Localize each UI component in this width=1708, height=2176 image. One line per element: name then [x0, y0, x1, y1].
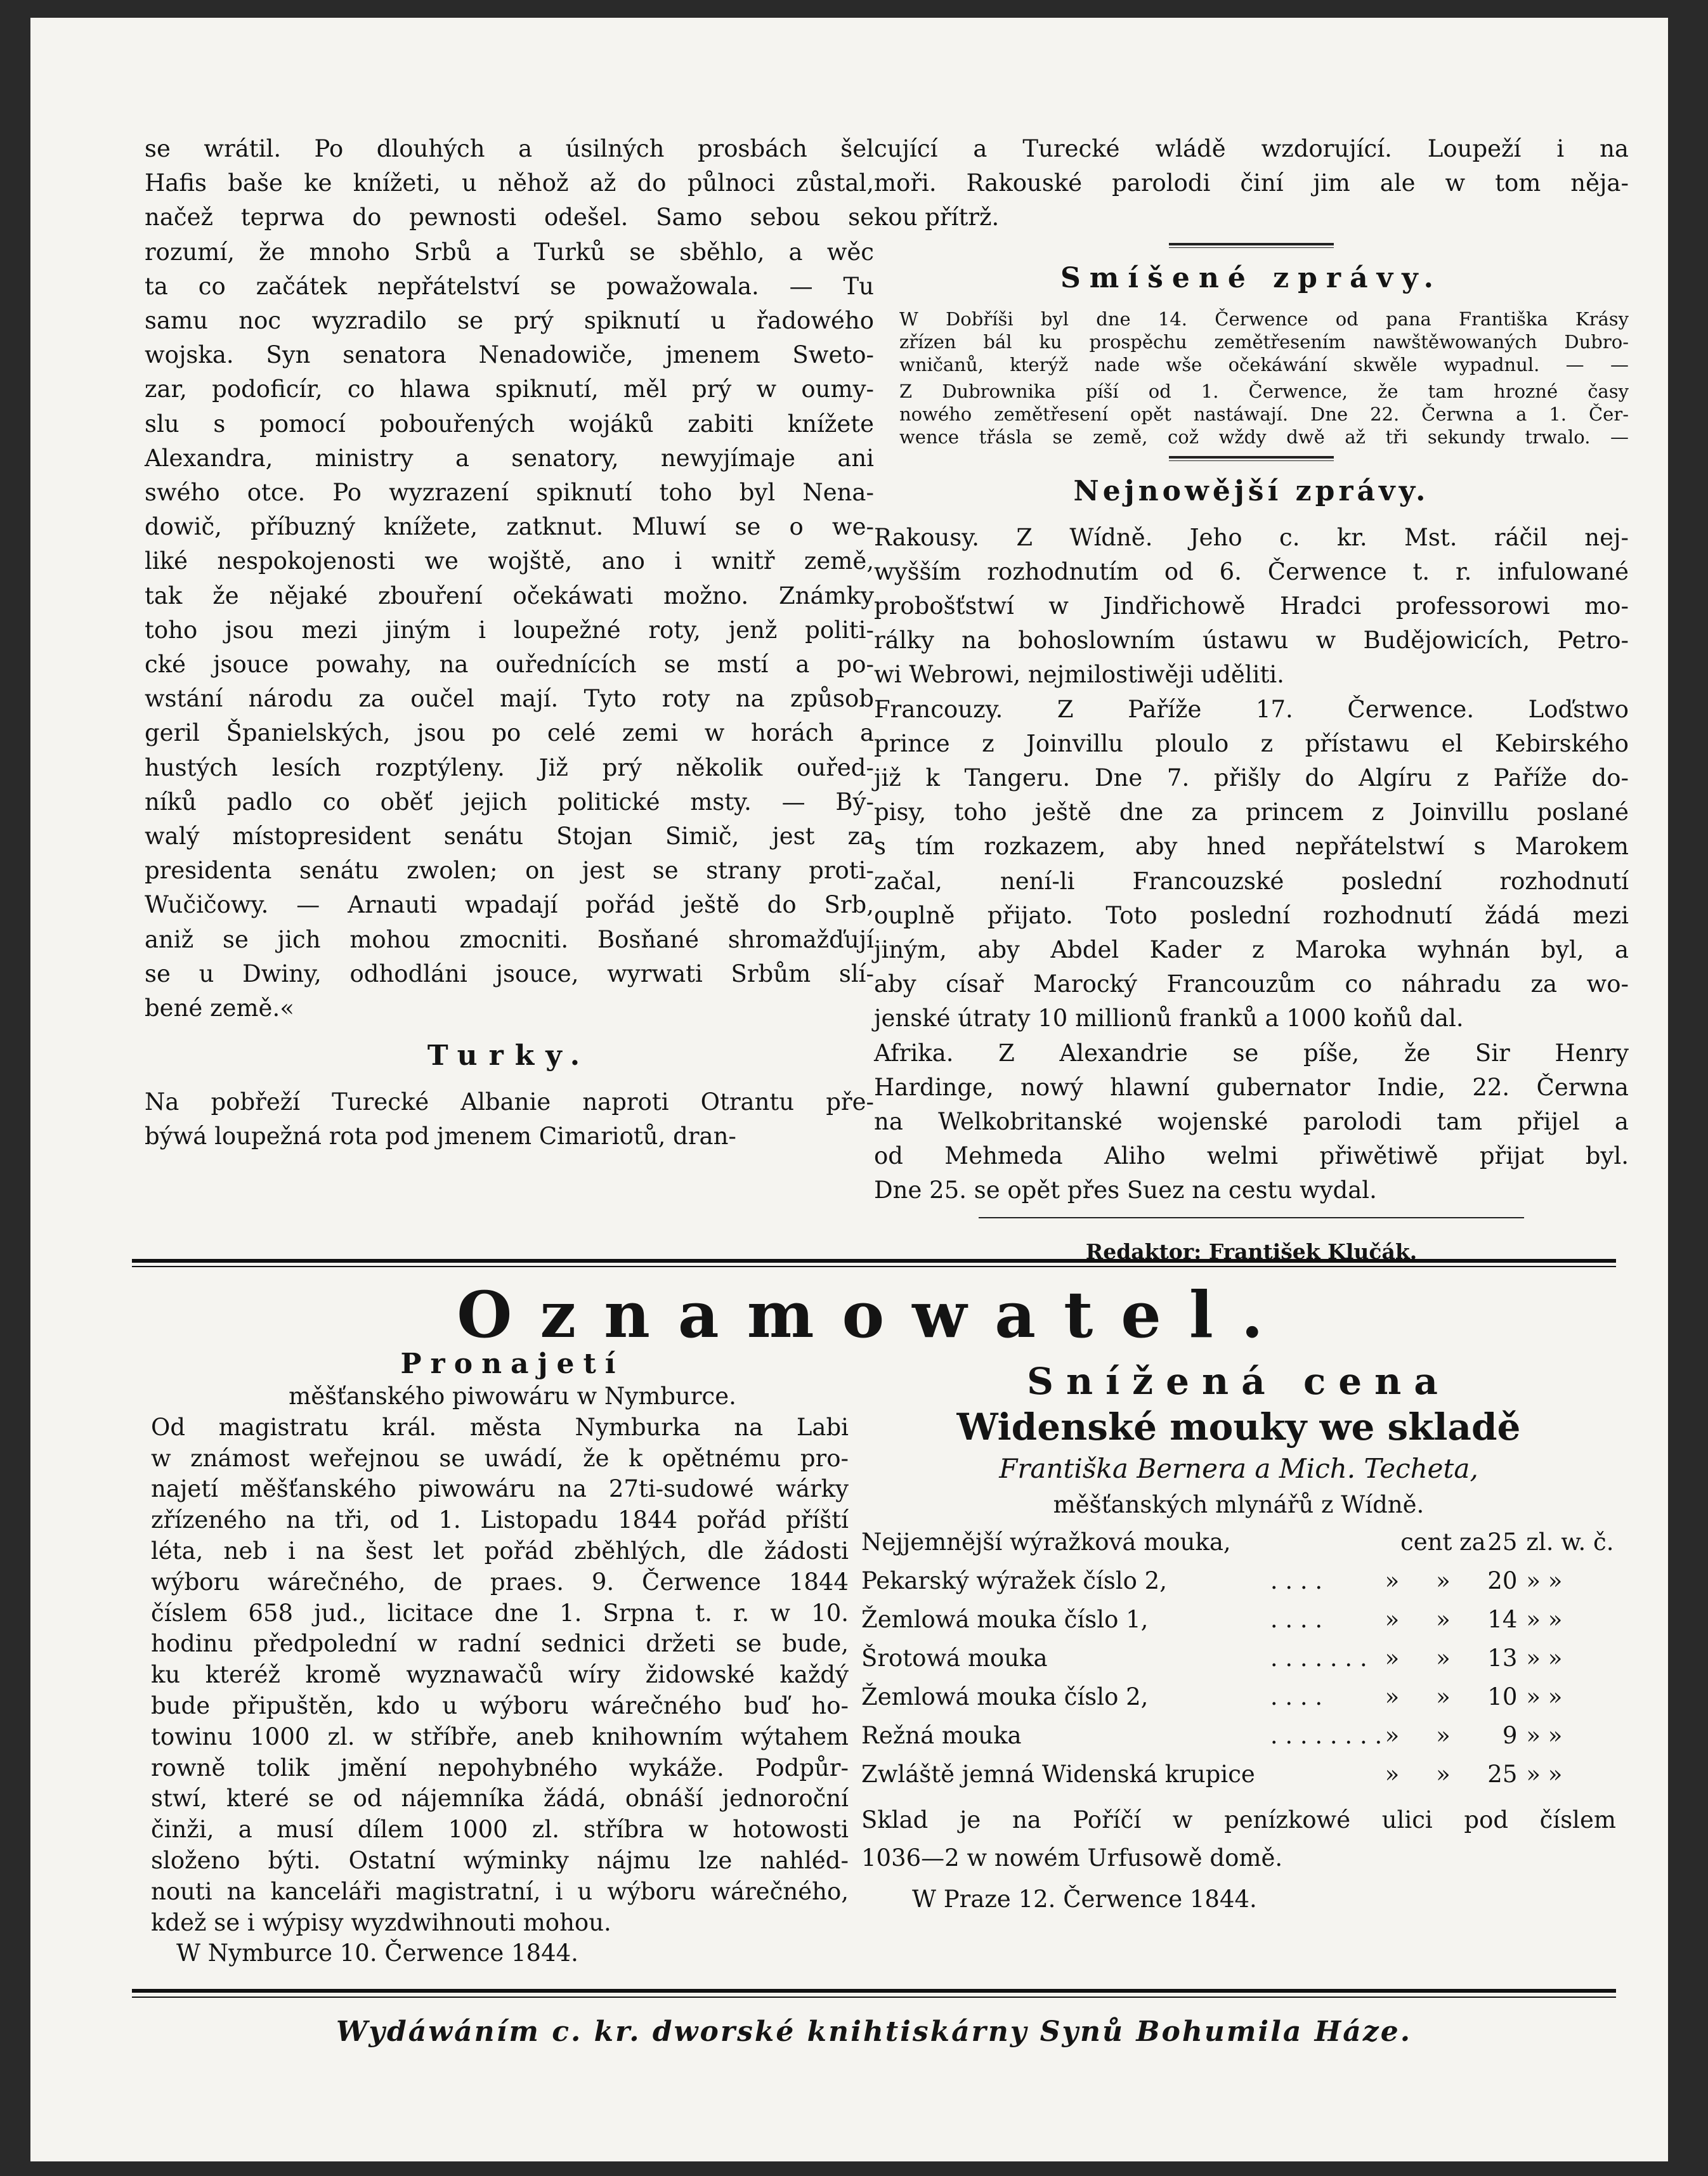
text-line: cující a Turecké wládě wzdorující. Loupeží i na [874, 135, 1629, 162]
price-prefix: » [1436, 1645, 1450, 1672]
text-line: nowého zemětřesení opět nastáwají. Dne 22. Čerwna a 1. Čer- [899, 403, 1629, 425]
text-line: Z Dubrownika píší od 1. Čerwence, že tam hrozné časy [899, 380, 1629, 402]
advert-company-sub: měšťanských mlynářů z Wídně. [1053, 1491, 1424, 1518]
serbia-report [145, 132, 874, 1026]
price-table [861, 1523, 1616, 1794]
price-unit: » » [1526, 1645, 1563, 1672]
price-row [861, 1639, 1616, 1678]
section-divider [1169, 456, 1334, 461]
text-line: Hafis baše ke knížeti, u něhož až do půlnoci zůstal, [145, 169, 874, 197]
leader-dots: . . . . [1270, 1567, 1323, 1594]
ditto-mark: » [1385, 1683, 1400, 1710]
leader-dots: . . . . [1270, 1606, 1323, 1633]
price-unit: » » [1526, 1683, 1563, 1710]
ditto-mark: » [1385, 1606, 1400, 1633]
text-line: presidenta senátu zwolen; on jest se strany proti- [145, 857, 874, 885]
dobris-report [874, 308, 1629, 376]
advert-subheading: Widenské mouky we skladě [956, 1405, 1521, 1449]
price-unit: » » [1526, 1722, 1563, 1749]
newspaper-page [30, 18, 1668, 2161]
price-unit: » » [1526, 1606, 1563, 1633]
text-line: aby císař Marocký Francouzům co náhradu za wo- [874, 970, 1629, 998]
text-line: ta co začátek nepřátelství se powažowala. — Tu [145, 272, 874, 300]
text-line: wstání národu za oučel mají. Tyto roty na způsob [145, 685, 874, 713]
price-unit: zl. w. č. [1526, 1528, 1614, 1556]
text-line: wničanů, kterýž nade wše očekáwání skwěle wypadnul. — — [899, 353, 1629, 375]
text-line: swého otce. Po wyzrazení spiknutí toho byl Nena- [145, 479, 874, 507]
text-line: Alexandra, ministry a senatory, newyjímaje ani [145, 444, 874, 472]
store-info [861, 1801, 1616, 1877]
text-line: začal, není-li Francouzské poslední rozhodnutí [874, 867, 1629, 895]
price-row [861, 1523, 1616, 1561]
text-line: bude připuštěn, kdo u wýboru wárečného buď ho- [151, 1691, 849, 1719]
text-line: níků padlo co oběť jejich politické msty. — Bý- [145, 788, 874, 816]
advert-subheading: měšťanského piwowáru w Nymburce. [289, 1383, 736, 1410]
text-line: Wučičowy. — Arnauti wpadají pořád ještě do Srb, [145, 891, 874, 919]
text-line: prince z Joinvillu ploulo z přístawu el Kebirského [874, 729, 1629, 757]
price-prefix: » [1436, 1761, 1450, 1788]
ditto-mark: » [1385, 1567, 1400, 1594]
text-line: geril Španielských, jsou po celé zemi w horách a [145, 719, 874, 747]
printer-imprint: Wydáwáním c. kr. dworské knihtiskárny Synů Bohumila Háze. [336, 2016, 1412, 2048]
price-value: 14 [1487, 1606, 1518, 1633]
price-prefix: » [1436, 1722, 1450, 1749]
section-divider [1169, 243, 1334, 248]
price-value: 9 [1502, 1722, 1518, 1749]
leader-dots: . . . . . . . [1270, 1645, 1367, 1672]
section-divider [979, 1217, 1524, 1218]
price-row [861, 1600, 1616, 1639]
section-rule [132, 1259, 1616, 1263]
text-line: s tím rozkazem, aby hned nepřátelstwí s Marokem [874, 833, 1629, 861]
text-line: probošťstwí w Jindřichowě Hradci professorowi mo- [874, 592, 1629, 620]
text-line: číslem 658 jud., licitace dne 1. Srpna t. r. w 10. [151, 1599, 849, 1627]
text-line: nouti na kanceláři magistratní, i u wýboru wárečného, [151, 1877, 849, 1905]
text-line: 1036—2 w nowém Urfusowě domě. [861, 1844, 1283, 1872]
text-line: walý místopresident senátu Stojan Simič, jest za [145, 823, 874, 850]
text-line: složeno býti. Ostatní wýminky nájmu lze nahléd- [151, 1846, 849, 1874]
price-value: 10 [1487, 1683, 1518, 1710]
text-line: cké jsouce powahy, na ouřednících se mstí a po- [145, 651, 874, 679]
text-line: towinu 1000 zl. w stříbře, aneb knihowním wýtahem [151, 1723, 849, 1750]
price-item: Režná mouka [861, 1722, 1022, 1749]
text-line: wence třásla se země, což wždy dwě až tři sekundy trwalo. — [899, 426, 1629, 448]
text-line: wýboru wárečného, de praes. 9. Čerwence 1844 [151, 1568, 849, 1596]
ditto-mark: » [1385, 1761, 1400, 1788]
ditto-mark: » [1385, 1645, 1400, 1672]
advert-body [151, 1412, 849, 1939]
smisene-heading: Smíšené zprávy. [1060, 261, 1442, 294]
left-column [145, 132, 874, 1154]
text-line: léta, neb i na šest let pořád zběhlých, dle žádosti [151, 1537, 849, 1565]
price-unit: » » [1526, 1567, 1563, 1594]
text-line: toho jsou mezi jiným i loupežné roty, jenž politi- [145, 616, 874, 644]
text-line: aniž se jich mohou zmocniti. Bosňané shromažďují [145, 925, 874, 953]
text-line: od Mehmeda Aliho welmi přiwětiwě přijat byl. [874, 1142, 1629, 1170]
ditto-mark: » [1385, 1722, 1400, 1749]
text-line: jiným, aby Abdel Kader z Maroka wyhnán byl, a [874, 936, 1629, 964]
advert-heading: Snížená cena [1027, 1360, 1450, 1403]
text-line: najetí měšťanského piwowáru na 27ti-sudowé wárky [151, 1475, 849, 1503]
turky-report-continuation [874, 132, 1629, 235]
price-value: 20 [1487, 1567, 1518, 1594]
price-unit: » » [1526, 1761, 1563, 1788]
price-row [861, 1755, 1616, 1794]
leader-dots [1264, 1755, 1385, 1794]
text-line: zar, podoficír, co hlawa spiknutí, měl prý w oumy- [145, 375, 874, 403]
right-column [874, 132, 1629, 1269]
text-line: načež teprwa do pewnosti odešel. Samo sebou se [145, 204, 874, 231]
ditto-mark [1385, 1523, 1399, 1561]
text-line: pisy, toho ještě dne za princem z Joinvillu poslané [874, 798, 1629, 826]
price-item: Žemlowá mouka číslo 1, [861, 1606, 1149, 1633]
price-prefix: » [1436, 1683, 1450, 1710]
text-line: w známost weřejnou se uwádí, že k opětnému pro- [151, 1444, 849, 1472]
text-line: zřízeného na tři, od 1. Listopadu 1844 pořád příští [151, 1506, 849, 1534]
price-item: Nejjemnější wýražková mouka, [861, 1528, 1231, 1556]
dubrovnik-report [874, 380, 1629, 448]
text-line: dowič, příbuzný knížete, zatknut. Mluwí se o we- [145, 513, 874, 541]
leader-dots [1264, 1523, 1385, 1561]
text-line: býwá loupežná rota pod jmenem Cimariotů, dran- [145, 1123, 736, 1150]
section-rule [132, 1266, 1616, 1267]
oznamowatel-title: Oznamowatel. [457, 1277, 1291, 1352]
advert-snizena-cena [861, 1359, 1616, 1922]
text-line: zřízen bál ku prospěchu zemětřesením nawštěwowaných Dubro- [899, 330, 1629, 353]
price-row [861, 1678, 1616, 1716]
text-line: stwí, které se od nájemníka žádá, obnáší jednoroční [151, 1785, 849, 1813]
text-line: Na pobřeží Turecké Albanie naproti Otrantu pře- [145, 1088, 874, 1116]
leader-dots: . . . . [1270, 1683, 1323, 1710]
afrika-report [874, 1036, 1629, 1208]
redaktor-line: Redaktor: František Klučák. [1085, 1239, 1418, 1264]
price-item: Žemlowá mouka číslo 2, [861, 1683, 1149, 1710]
text-line: Francouzy. Z Paříže 17. Čerwence. Loďstwo [874, 695, 1629, 723]
text-line: jenské útraty 10 millionů franků a 1000 koňů dal. [874, 1005, 1464, 1033]
text-line: wyšším rozhodnutím od 6. Čerwence t. r. infulowané [874, 557, 1629, 585]
price-prefix: » [1436, 1567, 1450, 1594]
price-item: Zwláště jemná Widenská krupice [861, 1761, 1255, 1788]
text-line: hustých lesích rozptýleny. Již prý několik ouřed- [145, 753, 874, 781]
text-line: liké nespokojenosti we wojště, ano i wnitř země, [145, 547, 874, 575]
text-line: Hardinge, nowý hlawní gubernator Indie, 22. Čerwna [874, 1073, 1629, 1101]
text-line: bené země.« [145, 994, 294, 1022]
text-line: W Dobříši byl dne 14. Čerwence od pana Františka Krásy [899, 308, 1629, 330]
text-line: rowně tolik jmění nepohybného wykáže. Podpůr- [151, 1754, 849, 1782]
text-line: hodinu předpolední w radní sednici držeti se bude, [151, 1630, 849, 1658]
text-line: Sklad je na Poříčí w penízkowé ulici pod číslem [861, 1806, 1616, 1834]
text-line: tak že nějaké zbouření očekáwati možno. Známky [145, 582, 874, 609]
text-line: kdež se i wýpisy wyzdwihnouti mohou. [151, 1908, 611, 1936]
nejnowejsi-heading: Nejnowější zprávy. [1073, 474, 1430, 507]
advert-date: W Nymburce 10. Čerwence 1844. [176, 1939, 578, 1967]
advert-company: Františka Bernera a Mich. Techeta, [999, 1453, 1478, 1484]
text-line: kou přítrž. [874, 204, 1000, 231]
francouzy-report [874, 693, 1629, 1036]
price-item: Šrotowá mouka [861, 1645, 1048, 1672]
rakousy-report [874, 521, 1629, 693]
text-line: wojska. Syn senatora Nenadowiče, jmenem Sweto- [145, 341, 874, 369]
advert-pronajeti [151, 1343, 861, 1969]
price-value: 25 [1487, 1761, 1518, 1788]
text-line: samu noc wyzradilo se prý spiknutí u řadowého [145, 307, 874, 335]
text-line: Afrika. Z Alexandrie se píše, že Sir Henry [874, 1039, 1629, 1067]
leader-dots: . . . . . . . . [1270, 1722, 1383, 1749]
text-line: Dne 25. se opět přes Suez na cestu wydal. [874, 1176, 1377, 1204]
price-row [861, 1561, 1616, 1600]
text-line: rozumí, že mnoho Srbů a Turků se sběhlo, a wěc [145, 238, 874, 266]
price-prefix: cent za [1400, 1528, 1486, 1556]
section-rule [132, 1989, 1616, 1993]
text-line: rálky na bohoslowním ústawu w Budějowicích, Petro- [874, 627, 1629, 655]
text-line: na Welkobritanské wojenské parolodi tam přijel a [874, 1108, 1629, 1136]
text-line: se u Dwiny, odhodláni jsouce, wyrwati Srbům slí- [145, 960, 874, 987]
price-row [861, 1716, 1616, 1755]
advert-heading: Pronajetí [400, 1348, 625, 1380]
text-line: Rakousy. Z Wídně. Jeho c. kr. Mst. ráčil nej- [874, 523, 1629, 551]
text-line: moři. Rakouské parolodi činí jim ale w tom něja- [874, 169, 1629, 197]
turky-report [145, 1085, 874, 1154]
text-line: slu s pomocí pobouřených wojáků zabiti knížete [145, 410, 874, 438]
advert-date: W Praze 12. Čerwence 1844. [912, 1886, 1257, 1913]
turky-heading: Turky. [427, 1039, 592, 1072]
price-value: 25 [1487, 1528, 1518, 1556]
text-line: činži, a musí dílem 1000 zl. stříbra w hotowosti [151, 1816, 849, 1844]
price-value: 13 [1487, 1645, 1518, 1672]
text-line: ouplně přijato. Toto poslední rozhodnutí žádá mezi [874, 901, 1629, 929]
text-line: wi Webrowi, nejmilostiwěji uděliti. [874, 661, 1284, 689]
text-line: Od magistratu král. města Nymburka na Labi [151, 1413, 849, 1441]
price-item: Pekarský wýražek číslo 2, [861, 1567, 1167, 1594]
section-rule [132, 1997, 1616, 1998]
price-prefix: » [1436, 1606, 1450, 1633]
text-line: ku kteréž kromě wyznawačů wíry židowské každý [151, 1661, 849, 1689]
text-line: již k Tangeru. Dne 7. přišly do Algíru z Paříže do- [874, 764, 1629, 792]
text-line: se wrátil. Po dlouhých a úsilných prosbách šel [145, 135, 874, 162]
